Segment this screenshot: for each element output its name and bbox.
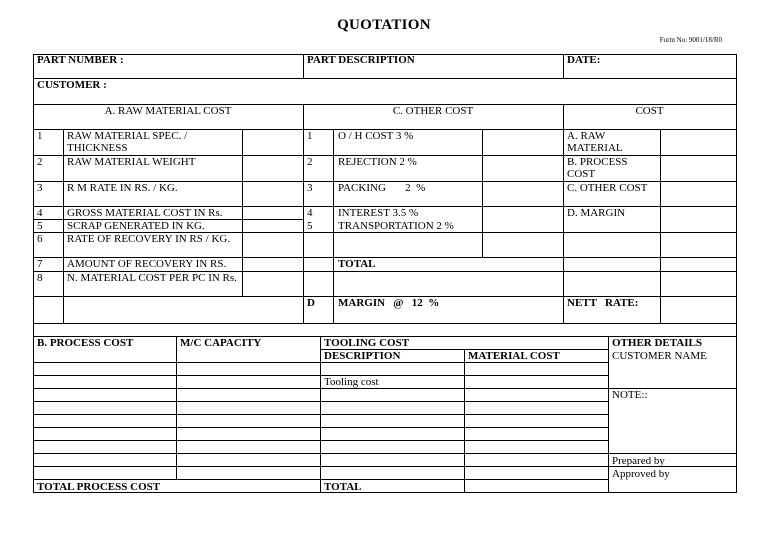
rm-row-num: 6 [37, 233, 43, 245]
tooling-description-header: DESCRIPTION [324, 350, 401, 362]
rm-row-label: RATE OF RECOVERY IN RS / KG. [67, 233, 231, 245]
rule [563, 104, 564, 323]
cost-margin: D. MARGIN [567, 207, 626, 219]
other-details-title: OTHER DETAILS [612, 337, 702, 349]
tooling-material-header: MATERIAL COST [468, 350, 560, 362]
margin-letter: D [307, 297, 315, 309]
oc-row-num: 2 [307, 156, 313, 168]
rule [563, 54, 564, 78]
note-label: NOTE:: [612, 389, 648, 401]
date-label: DATE: [567, 54, 601, 66]
part-number-label: PART NUMBER : [37, 54, 124, 66]
rule [33, 323, 737, 324]
margin-label: MARGIN @ 12 % [338, 297, 440, 309]
oc-row-label: INTEREST 3.5 % [338, 207, 419, 219]
rule [464, 349, 465, 493]
rule [333, 129, 334, 323]
rm-row-num: 8 [37, 272, 43, 284]
rm-row-num: 4 [37, 207, 43, 219]
rule [608, 336, 609, 493]
tooling-item: Tooling cost [324, 376, 379, 388]
rule [33, 78, 737, 79]
rm-row-label: N. MATERIAL COST PER PC IN Rs. [67, 272, 237, 284]
rule [736, 54, 737, 336]
cost-title: COST [635, 105, 664, 117]
oc-row-label: PACKING 2 % [338, 182, 426, 194]
rm-row-label: R M RATE IN RS. / KG. [67, 182, 178, 194]
rm-row-num: 2 [37, 156, 43, 168]
other-cost-total: TOTAL [338, 258, 376, 270]
rm-row-label: AMOUNT OF RECOVERY IN RS. [67, 258, 227, 270]
rule [736, 336, 737, 493]
rule [320, 336, 321, 493]
rm-row-num: 7 [37, 258, 43, 270]
rm-row-num: 1 [37, 130, 43, 142]
other-cost-title: C. OTHER COST [392, 105, 474, 117]
rm-row-label: SCRAP GENERATED IN KG. [67, 220, 205, 232]
cost-process: B. PROCESS COST [567, 156, 628, 180]
oc-row-label: REJECTION 2 % [338, 156, 417, 168]
rule [33, 336, 34, 493]
rule [242, 129, 243, 296]
rule [33, 54, 34, 336]
customer-label: CUSTOMER : [37, 79, 107, 91]
tooling-total: TOTAL [324, 481, 362, 493]
rm-row-num: 3 [37, 182, 43, 194]
part-description-label: PART DESCRIPTION [307, 54, 415, 66]
oc-row-num: 5 [307, 220, 313, 232]
rm-row-num: 5 [37, 220, 43, 232]
rule [482, 129, 483, 257]
oc-row-num: 4 [307, 207, 313, 219]
raw-material-title: A. RAW MATERIAL COST [104, 105, 232, 117]
tooling-cost-title: TOOLING COST [324, 337, 410, 349]
rm-row-label: GROSS MATERIAL COST IN Rs. [67, 207, 223, 219]
page-title: QUOTATION [337, 17, 431, 33]
rule [303, 54, 304, 78]
rule [303, 104, 304, 323]
oc-row-num: 1 [307, 130, 313, 142]
approved-by-label: Approved by [612, 468, 670, 480]
rule [63, 129, 64, 323]
rm-row-label: RAW MATERIAL WEIGHT [67, 156, 196, 168]
rule [660, 129, 661, 323]
form-number: Form No: 9001/18/R0 [659, 36, 722, 44]
nett-rate-label: NETT RATE: [567, 297, 639, 309]
oc-row-label: TRANSPORTATION 2 % [338, 220, 454, 232]
prepared-by-label: Prepared by [612, 455, 665, 467]
oc-row-num: 3 [307, 182, 313, 194]
rule [176, 336, 177, 480]
cost-raw-material: A. RAW MATERIAL [567, 130, 623, 154]
customer-name-label: CUSTOMER NAME [612, 350, 707, 362]
process-cost-title: B. PROCESS COST [37, 337, 134, 349]
cost-other: C. OTHER COST [567, 182, 648, 194]
oc-row-label: O / H COST 3 % [338, 130, 414, 142]
mc-capacity-title: M/C CAPACITY [180, 337, 262, 349]
rm-row-label: RAW MATERIAL SPEC. / THICKNESS [67, 130, 188, 154]
rule [33, 453, 737, 454]
total-process-cost: TOTAL PROCESS COST [37, 481, 161, 493]
